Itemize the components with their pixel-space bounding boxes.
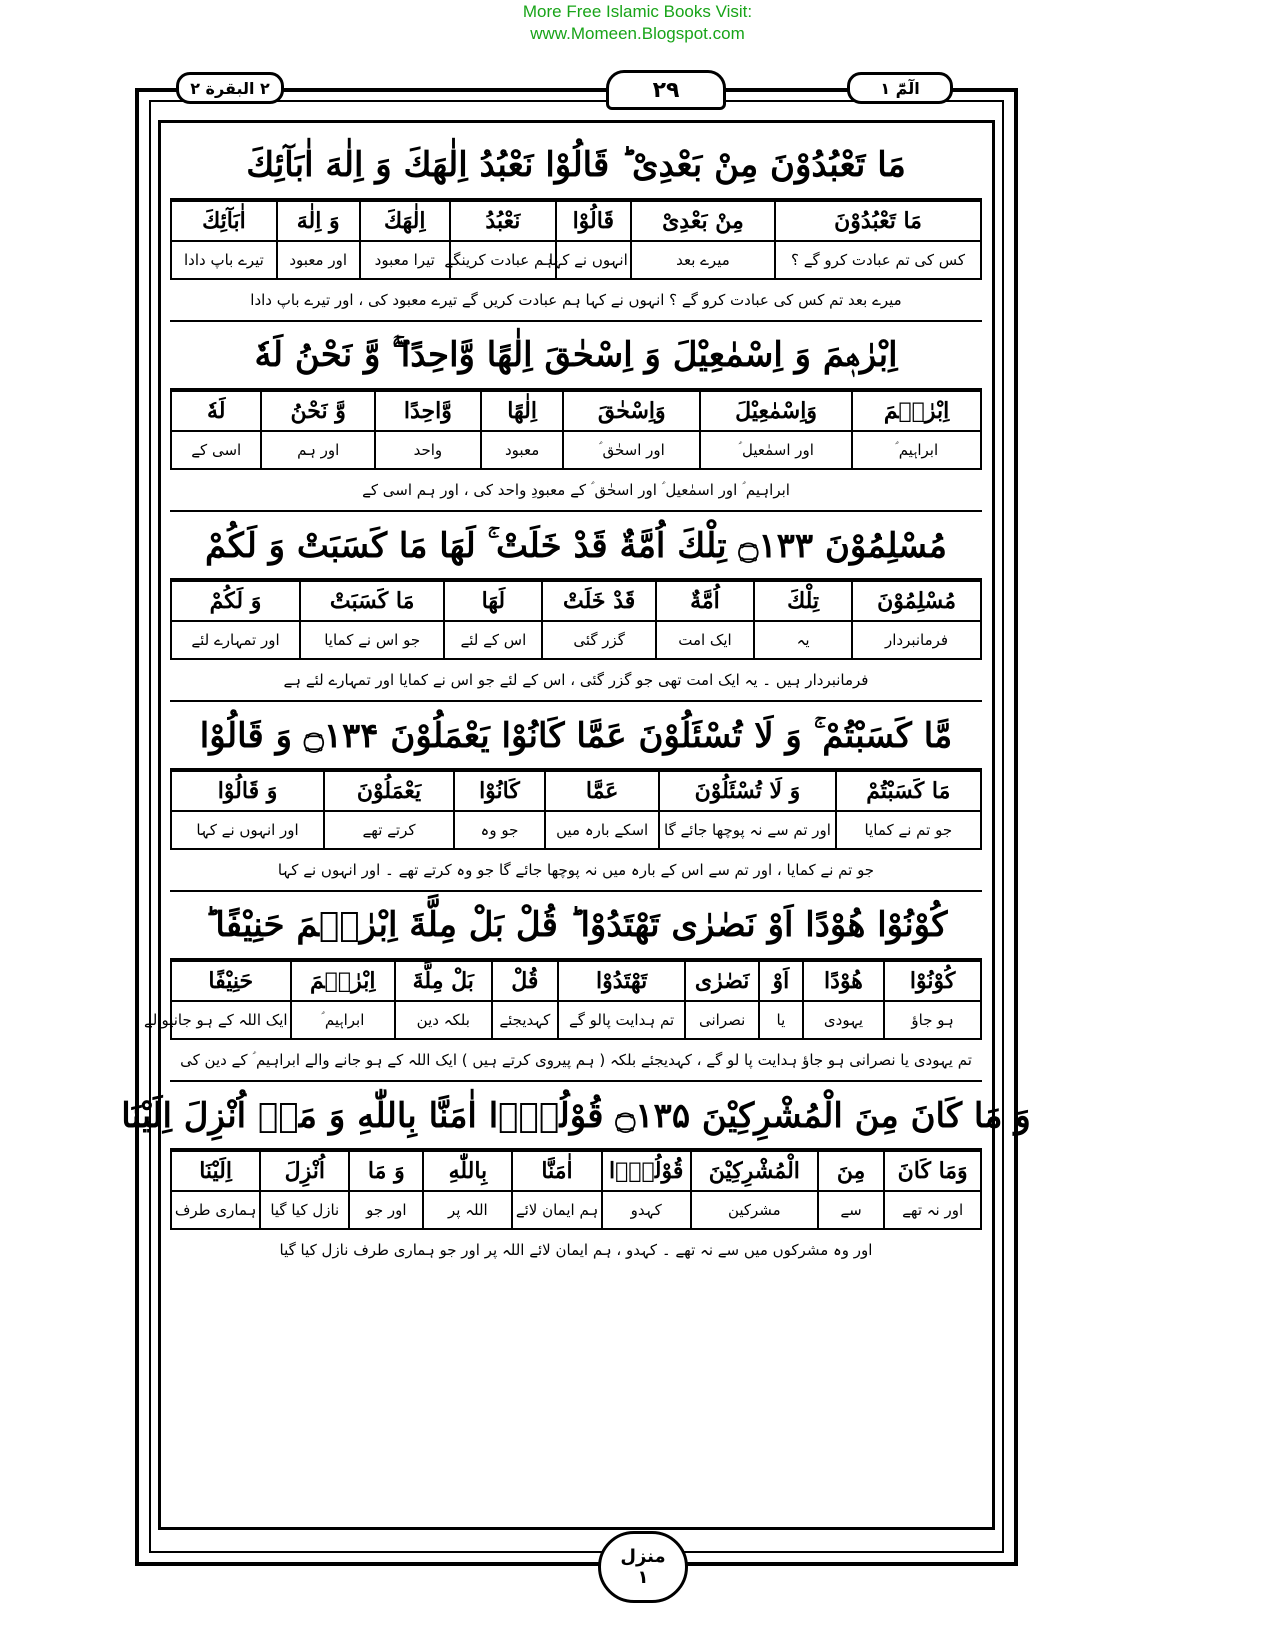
manzil-number: ۱: [637, 1567, 649, 1588]
urdu-word-meaning: ابراہیم ؑ: [291, 1001, 395, 1039]
arabic-word: اِبْرٰهٖمَ: [852, 391, 981, 431]
urdu-word-meaning: مشرکین: [691, 1191, 818, 1229]
urdu-word-meaning: اسی کے: [171, 431, 261, 469]
arabic-word: تَهْتَدُوْا: [558, 961, 685, 1001]
urdu-word-meaning: سے: [818, 1191, 884, 1229]
urdu-translation-line: فرمانبردار ہیں ۔ یہ ایک امت تھی جو گزر گئی ، اس کے لئے جو اس نے کمایا اور تمہارے لئے ہے: [170, 660, 982, 702]
urdu-word-meaning: اور اسمٰعیل ؑ: [700, 431, 852, 469]
arabic-word: وَ اِلٰهَ: [277, 201, 360, 241]
arabic-word: حَنِیْفًا: [171, 961, 291, 1001]
arabic-word: تِلْكَ: [754, 581, 852, 621]
urdu-word-meaning: یا: [759, 1001, 803, 1039]
arabic-word: اِلٰهَكَ: [360, 201, 450, 241]
urdu-word-meaning: ایک امت: [656, 621, 754, 659]
arabic-word: یَعْمَلُوْنَ: [324, 771, 454, 811]
arabic-word: وَ مَا: [349, 1151, 423, 1191]
verse-section: [170, 322, 982, 512]
urdu-word-meaning: یہ: [754, 621, 852, 659]
urdu-word-meaning: اور معبود: [277, 241, 360, 279]
urdu-word-meaning: اسکے بارہ میں: [545, 811, 659, 849]
urdu-word-meaning: کہدو: [602, 1191, 691, 1229]
urdu-word-meaning: اور تمہارے لئے: [171, 621, 300, 659]
urdu-word-meaning: کرتے تھے: [324, 811, 454, 849]
urdu-word-meaning: اور تم سے نہ پوچھا جائے گا: [659, 811, 835, 849]
verse-section: [143, 892, 982, 1082]
word-by-word-grid: [170, 770, 982, 850]
urdu-translation-line: جو تم نے کمایا ، اور تم سے اس کے بارہ میں نہ پوچھا جائے گا جو وہ کرتے تھے ۔ اور انہوں نے کہا: [170, 850, 982, 892]
urdu-word-meaning: اس کے لئے: [444, 621, 542, 659]
urdu-translation-line: میرے بعد تم کس کی عبادت کرو گے ؟ انہوں نے کہا ہم عبادت کریں گے تیرے معبود کی ، اور تیرے باپ دادا: [170, 280, 982, 322]
arabic-word: اُنْزِلَ: [260, 1151, 349, 1191]
arabic-word: لَهٗ: [171, 391, 261, 431]
arabic-word: اِلٰهًا: [481, 391, 564, 431]
arabic-word: كُوْنُوْا: [884, 961, 981, 1001]
urdu-word-meaning: ہماری طرف: [171, 1191, 260, 1229]
urdu-word-meaning: جو وہ: [454, 811, 545, 849]
manzil-marker: [598, 1531, 688, 1603]
arabic-word: بِاللّٰهِ: [423, 1151, 512, 1191]
arabic-word: وَ لَا تُسْئَلُوْنَ: [659, 771, 835, 811]
arabic-word: نَصٰرٰى: [685, 961, 759, 1001]
urdu-word-meaning: اور ہم: [261, 431, 375, 469]
arabic-word: وَ قَالُوْا: [171, 771, 324, 811]
arabic-word: اُمَّةٌ: [656, 581, 754, 621]
arabic-word: وَمَا كَانَ: [884, 1151, 981, 1191]
urdu-word-meaning: انہوں نے کہا: [556, 241, 631, 279]
page-content: [121, 132, 1031, 1270]
arabic-word: قَالُوْا: [556, 201, 631, 241]
arabic-word: اٰبَآئِكَ: [171, 201, 277, 241]
urdu-translation-line: تم یہودی یا نصرانی ہو جاؤ ہدایت پا لو گے ، کہدیجئے بلکہ ( ہم پیروی کرتے ہیں ) ایک اللہ کے ہو جانے والے ابراہیم ؑ کے دین کی: [170, 1040, 982, 1082]
arabic-word: قُلْ: [492, 961, 558, 1001]
arabic-word: مَا كَسَبَتْ: [300, 581, 444, 621]
arabic-word: مَا كَسَبْتُمْ: [836, 771, 981, 811]
arabic-verse-line: وَ مَا كَانَ مِنَ الْمُشْرِكِیْنَ ۝۱۳۵ قُوْلُوْۤا اٰمَنَّا بِاللّٰهِ وَ مَاۤ اُنْزِلَ اِلَیْنَا: [170, 1082, 982, 1150]
urdu-word-meaning: میرے بعد: [631, 241, 775, 279]
arabic-word: وَّ نَحْنُ: [261, 391, 375, 431]
watermark-line-1: More Free Islamic Books Visit:: [522, 2, 753, 21]
urdu-word-meaning: اور انہوں نے کہا: [171, 811, 324, 849]
urdu-word-meaning: کس کی تم عبادت کرو گے ؟: [775, 241, 981, 279]
urdu-word-meaning: معبود: [481, 431, 564, 469]
arabic-word: وَ لَكُمْ: [171, 581, 300, 621]
urdu-word-meaning: ایک اللہ کے ہو جانیوالے: [171, 1001, 291, 1039]
arabic-word: وَاِسْحٰقَ: [563, 391, 700, 431]
para-name-header: الٓمّٓ ۱: [847, 72, 953, 104]
arabic-word: مَا تَعْبُدُوْنَ: [775, 201, 981, 241]
arabic-word: لَهَا: [444, 581, 542, 621]
arabic-word: قَدْ خَلَتْ: [542, 581, 656, 621]
word-by-word-grid: [170, 1150, 982, 1230]
arabic-word: اِبْرٰهٖمَ: [291, 961, 395, 1001]
urdu-word-meaning: اور اسحٰق ؑ: [563, 431, 700, 469]
arabic-word: وَّاحِدًا: [375, 391, 481, 431]
verse-section: [170, 512, 982, 702]
arabic-word: نَعْبُدُ: [450, 201, 556, 241]
arabic-word: بَلْ مِلَّةَ: [395, 961, 492, 1001]
word-by-word-grid: [170, 580, 982, 660]
arabic-word: مِنْ بَعْدِیْ: [631, 201, 775, 241]
word-by-word-grid: [143, 960, 982, 1040]
arabic-word: مُسْلِمُوْنَ: [852, 581, 981, 621]
watermark-line-2: www.Momeen.Blogspot.com: [530, 24, 745, 43]
urdu-word-meaning: تیرے باپ دادا: [171, 241, 277, 279]
arabic-word: كَانُوْا: [454, 771, 545, 811]
urdu-word-meaning: واحد: [375, 431, 481, 469]
urdu-word-meaning: جو اس نے کمایا: [300, 621, 444, 659]
arabic-word: الْمُشْرِكِیْنَ: [691, 1151, 818, 1191]
arabic-word: اٰمَنَّا: [512, 1151, 601, 1191]
urdu-translation-line: اور وہ مشرکوں میں سے نہ تھے ۔ کہدو ، ہم ایمان لائے اللہ پر اور جو ہماری طرف نازل کیا گیا: [279, 1241, 873, 1259]
arabic-verse-line: مَّا كَسَبْتُمْ ۚ وَ لَا تُسْئَلُوْنَ عَمَّا كَانُوْا یَعْمَلُوْنَ ۝۱۳۴ وَ قَالُوْا: [170, 702, 982, 770]
arabic-word: اَوْ: [759, 961, 803, 1001]
arabic-verse-line: مُسْلِمُوْنَ ۝۱۳۳ تِلْكَ اُمَّةٌ قَدْ خَلَتْ ۚ لَهَا مَا كَسَبَتْ وَ لَكُمْ: [170, 512, 982, 580]
urdu-word-meaning: کہدیجئے: [492, 1001, 558, 1039]
arabic-word: اِلَیْنَا: [171, 1151, 260, 1191]
verse-section: [121, 1082, 1031, 1270]
arabic-word: هُوْدًا: [803, 961, 885, 1001]
urdu-word-meaning: ابراہیم ؑ: [852, 431, 981, 469]
urdu-word-meaning: ہم عبادت کرینگے: [450, 241, 556, 279]
urdu-word-meaning: اللہ پر: [423, 1191, 512, 1229]
arabic-word: وَاِسْمٰعِیْلَ: [700, 391, 852, 431]
arabic-verse-line: اِبْرٰهٖمَ وَ اِسْمٰعِیْلَ وَ اِسْحٰقَ اِلٰهًا وَّاحِدًا ۖۚ وَّ نَحْنُ لَهٗ: [170, 322, 982, 390]
urdu-word-meaning: ہم ایمان لائے: [512, 1191, 601, 1229]
word-by-word-grid: [170, 390, 982, 470]
urdu-translation-line: ابراہیم ؑ اور اسمٰعیل ؑ اور اسحٰق ؑ کے معبودِ واحد کی ، اور ہم اسی کے: [170, 470, 982, 512]
manzil-label: منزل: [620, 1546, 666, 1567]
arabic-word: مِنَ: [818, 1151, 884, 1191]
page-number: ۲۹: [606, 70, 726, 110]
urdu-word-meaning: اور نہ تھے: [884, 1191, 981, 1229]
urdu-word-meaning: تم ہدایت پالو گے: [558, 1001, 685, 1039]
urdu-word-meaning: گزر گئی: [542, 621, 656, 659]
arabic-word: قُوْلُوْۤا: [602, 1151, 691, 1191]
surah-name-header: ۲ البقرة ۲: [176, 72, 284, 104]
arabic-verse-line: مَا تَعْبُدُوْنَ مِنْ بَعْدِیْ ؕ قَالُوْا نَعْبُدُ اِلٰهَكَ وَ اِلٰهَ اٰبَآئِكَ: [170, 132, 982, 200]
word-by-word-grid: [170, 200, 982, 280]
urdu-word-meaning: یہودی: [803, 1001, 885, 1039]
urdu-word-meaning: تیرا معبود: [360, 241, 450, 279]
verse-section: [170, 132, 982, 322]
urdu-word-meaning: جو تم نے کمایا: [836, 811, 981, 849]
urdu-word-meaning: فرمانبردار: [852, 621, 981, 659]
urdu-word-meaning: نصرانی: [685, 1001, 759, 1039]
arabic-word: عَمَّا: [545, 771, 659, 811]
arabic-verse-line: كُوْنُوْا هُوْدًا اَوْ نَصٰرٰى تَهْتَدُوْا ؕ قُلْ بَلْ مِلَّةَ اِبْرٰهٖمَ حَنِیْفًا ؕ: [170, 892, 982, 960]
urdu-word-meaning: نازل کیا گیا: [260, 1191, 349, 1229]
urdu-word-meaning: اور جو: [349, 1191, 423, 1229]
urdu-word-meaning: بلکہ دین: [395, 1001, 492, 1039]
verse-section: [170, 702, 982, 892]
urdu-word-meaning: ہو جاؤ: [884, 1001, 981, 1039]
